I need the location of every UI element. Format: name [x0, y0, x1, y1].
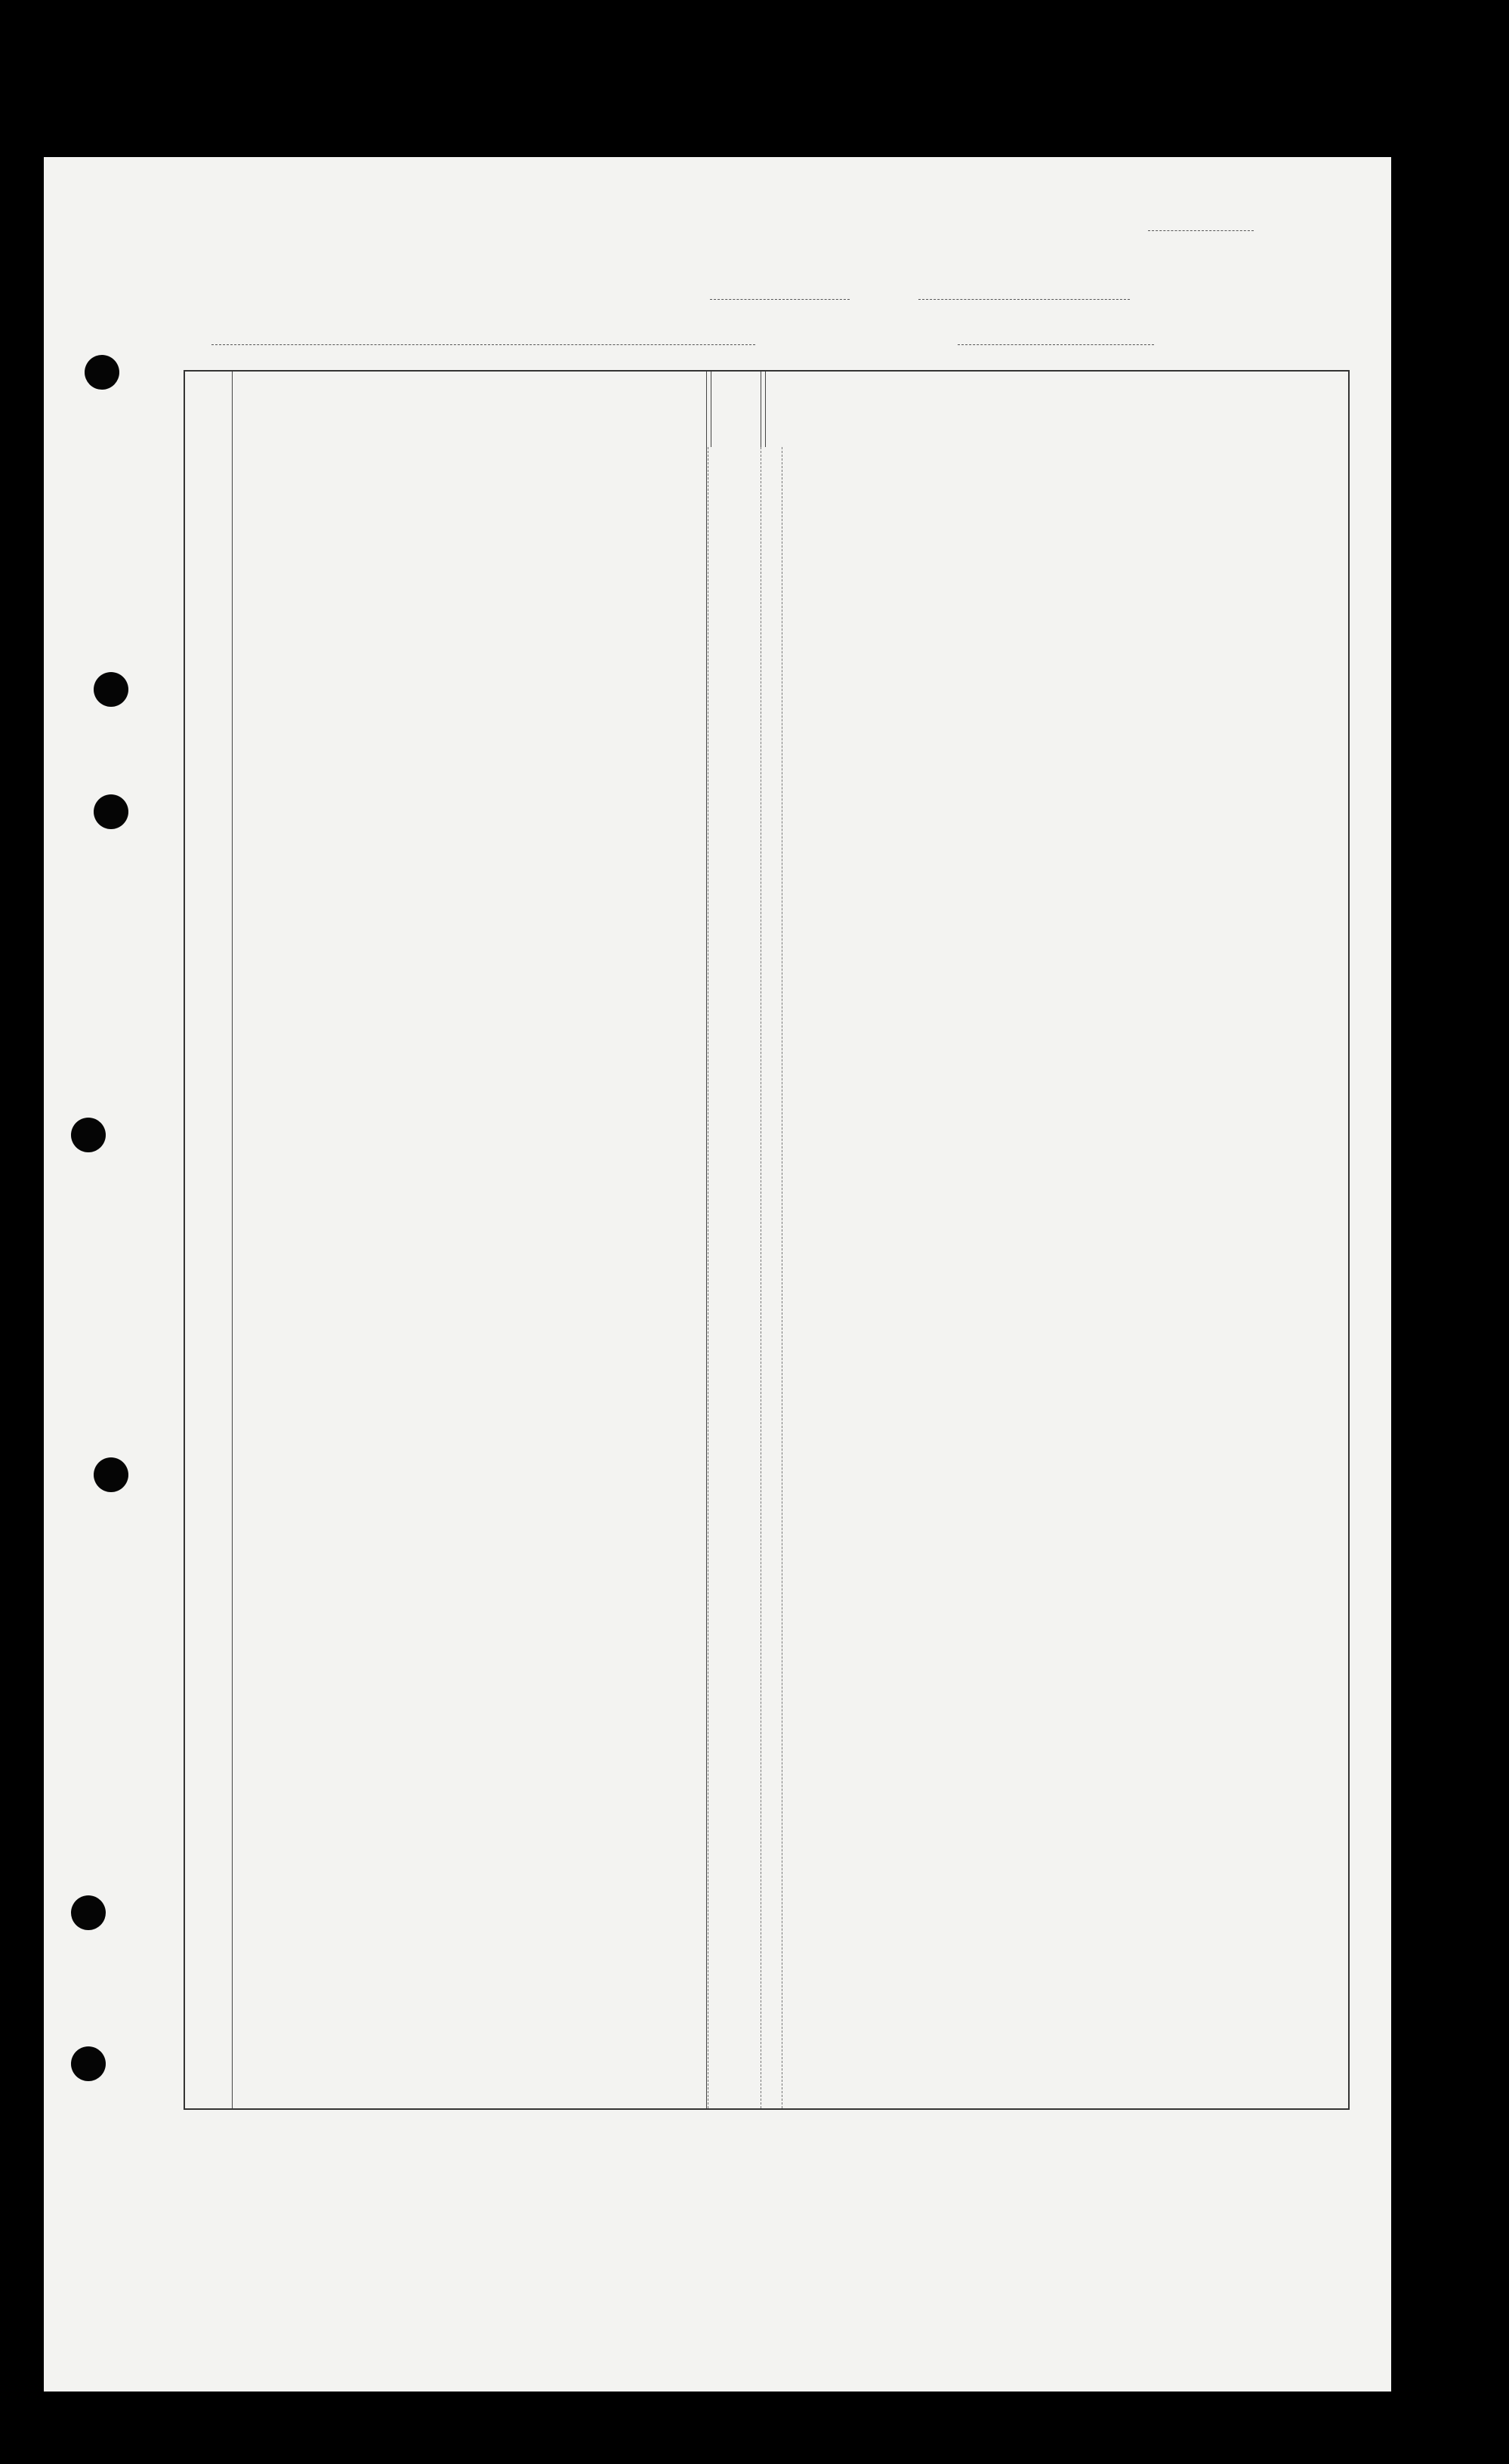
- punch-hole: [94, 1457, 128, 1492]
- punch-hole: [71, 1118, 106, 1152]
- manifest-table: [184, 370, 1350, 2110]
- punch-hole: [94, 794, 128, 829]
- punch-hole: [71, 1895, 106, 1930]
- punch-hole: [85, 355, 119, 390]
- punch-hole: [71, 2046, 106, 2081]
- punch-hole: [94, 672, 128, 707]
